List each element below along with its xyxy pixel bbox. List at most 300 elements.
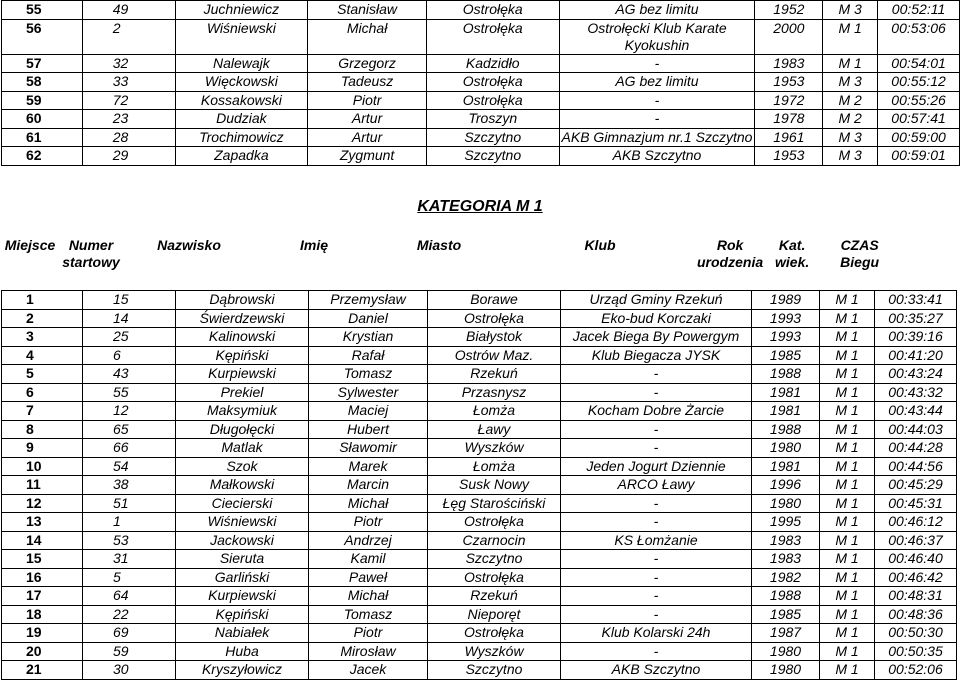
cell-start-number: 1	[83, 513, 176, 532]
cell-city: Przasnysz	[428, 383, 561, 402]
cell-city: Czarnocin	[428, 531, 561, 550]
cell-surname: Maksymiuk	[176, 402, 309, 421]
cell-first-name: Grzegorz	[308, 54, 427, 73]
cell-birth-year: 1952	[755, 1, 823, 20]
header-surname: Nazwisko	[157, 237, 221, 253]
cell-place: 15	[2, 550, 83, 569]
cell-run-time: 00:55:26	[878, 91, 960, 110]
cell-surname: Matlak	[176, 439, 309, 458]
header-first-name: Imię	[299, 237, 328, 253]
table-row	[2, 476, 957, 495]
cell-run-time: 00:59:00	[878, 128, 960, 147]
cell-surname: Zapadka	[175, 147, 308, 166]
cell-first-name: Tomasz	[309, 365, 428, 384]
category-heading: KATEGORIA M 1	[417, 198, 543, 215]
cell-age-category: M 1	[820, 291, 875, 310]
cell-run-time: 00:53:06	[878, 19, 960, 54]
cell-birth-year: 1953	[755, 147, 823, 166]
cell-club: -	[561, 365, 752, 384]
cell-place: 10	[2, 457, 83, 476]
cell-surname: Kępiński	[176, 605, 309, 624]
cell-age-category: M 1	[820, 439, 875, 458]
cell-birth-year: 1983	[752, 531, 820, 550]
table-row	[2, 328, 957, 347]
m1-rows	[2, 291, 957, 680]
cell-start-number: 43	[83, 365, 176, 384]
results-header	[1, 237, 900, 293]
cell-city: Ostrów Maz.	[428, 346, 561, 365]
cell-place: 11	[2, 476, 83, 495]
cell-city: Ostrołęka	[428, 309, 561, 328]
cell-age-category: M 1	[823, 19, 878, 54]
cell-surname: Juchniewicz	[175, 1, 308, 20]
cell-age-category: M 3	[823, 73, 878, 92]
cell-club: Kocham Dobre Żarcie	[561, 402, 752, 421]
cell-run-time: 00:48:31	[875, 587, 957, 606]
cell-age-category: M 1	[820, 402, 875, 421]
previous-category-results-table	[1, 0, 960, 166]
cell-surname: Huba	[176, 642, 309, 661]
cell-club: KS Łomżanie	[561, 531, 752, 550]
cell-city: Ostrołęka	[428, 513, 561, 532]
cell-club: -	[561, 383, 752, 402]
cell-club: -	[561, 568, 752, 587]
cell-start-number: 72	[82, 91, 175, 110]
cell-place: 17	[2, 587, 83, 606]
cell-start-number: 25	[83, 328, 176, 347]
cell-city: Wyszków	[428, 642, 561, 661]
cell-surname: Kurpiewski	[176, 365, 309, 384]
cell-place: 4	[2, 346, 83, 365]
cell-run-time: 00:48:36	[875, 605, 957, 624]
previous-category-rows	[2, 1, 960, 166]
cell-city: Ostrołęka	[426, 1, 559, 20]
cell-first-name: Krystian	[309, 328, 428, 347]
cell-city: Szczytno	[426, 128, 559, 147]
cell-place: 5	[2, 365, 83, 384]
header-run-time: CZAS Biegu	[840, 237, 880, 270]
cell-place: 16	[2, 568, 83, 587]
header-place: Miejsce	[4, 237, 56, 253]
cell-start-number: 28	[82, 128, 175, 147]
cell-place: 19	[2, 624, 83, 643]
cell-run-time: 00:55:12	[878, 73, 960, 92]
cell-club: -	[559, 91, 755, 110]
cell-first-name: Stanisław	[308, 1, 427, 20]
cell-surname: Kryszyłowicz	[176, 661, 309, 680]
cell-run-time: 00:43:24	[875, 365, 957, 384]
cell-run-time: 00:52:11	[878, 1, 960, 20]
cell-start-number: 31	[83, 550, 176, 569]
cell-start-number: 32	[82, 54, 175, 73]
cell-birth-year: 1978	[755, 110, 823, 129]
cell-run-time: 00:57:41	[878, 110, 960, 129]
cell-club: -	[561, 587, 752, 606]
cell-start-number: 30	[83, 661, 176, 680]
cell-run-time: 00:35:27	[875, 309, 957, 328]
cell-birth-year: 1993	[752, 309, 820, 328]
table-row	[2, 587, 957, 606]
table-row	[2, 605, 957, 624]
cell-city: Szczytno	[426, 147, 559, 166]
cell-age-category: M 1	[820, 605, 875, 624]
cell-city: Ostrołęka	[428, 568, 561, 587]
cell-surname: Wiśniewski	[175, 19, 308, 54]
table-row	[2, 128, 960, 147]
cell-start-number: 66	[83, 439, 176, 458]
cell-first-name: Sylwester	[309, 383, 428, 402]
table-row	[2, 365, 957, 384]
cell-first-name: Andrzej	[309, 531, 428, 550]
cell-age-category: M 1	[820, 494, 875, 513]
cell-birth-year: 1995	[752, 513, 820, 532]
table-row	[2, 110, 960, 129]
cell-run-time: 00:54:01	[878, 54, 960, 73]
cell-start-number: 59	[83, 642, 176, 661]
cell-place: 55	[2, 1, 83, 20]
cell-age-category: M 1	[820, 568, 875, 587]
cell-city: Ostrołęka	[426, 73, 559, 92]
cell-run-time: 00:45:31	[875, 494, 957, 513]
cell-club: -	[561, 420, 752, 439]
cell-surname: Dudziak	[175, 110, 308, 129]
cell-club: Jeden Jogurt Dziennie	[561, 457, 752, 476]
cell-surname: Sieruta	[176, 550, 309, 569]
cell-first-name: Mirosław	[309, 642, 428, 661]
cell-place: 59	[2, 91, 83, 110]
cell-birth-year: 1983	[755, 54, 823, 73]
cell-place: 62	[2, 147, 83, 166]
cell-run-time: 00:41:20	[875, 346, 957, 365]
cell-age-category: M 1	[820, 383, 875, 402]
cell-birth-year: 1980	[752, 661, 820, 680]
table-row	[2, 147, 960, 166]
cell-run-time: 00:43:44	[875, 402, 957, 421]
cell-age-category: M 1	[820, 661, 875, 680]
cell-birth-year: 1988	[752, 365, 820, 384]
table-row	[2, 661, 957, 680]
cell-place: 12	[2, 494, 83, 513]
table-row	[2, 402, 957, 421]
cell-city: Łomża	[428, 402, 561, 421]
cell-start-number: 54	[83, 457, 176, 476]
cell-club: Jacek Biega By Powergym	[561, 328, 752, 347]
cell-age-category: M 1	[820, 476, 875, 495]
cell-first-name: Kamil	[309, 550, 428, 569]
cell-birth-year: 2000	[755, 19, 823, 54]
cell-surname: Kalinowski	[176, 328, 309, 347]
header-club: Klub	[584, 237, 616, 253]
cell-birth-year: 1953	[755, 73, 823, 92]
cell-birth-year: 1985	[752, 605, 820, 624]
cell-first-name: Michał	[309, 587, 428, 606]
table-row	[2, 531, 957, 550]
cell-city: Susk Nowy	[428, 476, 561, 495]
cell-city: Rzekuń	[428, 587, 561, 606]
cell-place: 61	[2, 128, 83, 147]
cell-age-category: M 1	[820, 365, 875, 384]
cell-start-number: 22	[83, 605, 176, 624]
cell-birth-year: 1988	[752, 420, 820, 439]
cell-birth-year: 1981	[752, 383, 820, 402]
table-row	[2, 642, 957, 661]
cell-run-time: 00:43:32	[875, 383, 957, 402]
cell-age-category: M 1	[820, 420, 875, 439]
cell-age-category: M 1	[820, 457, 875, 476]
cell-city: Troszyn	[426, 110, 559, 129]
cell-birth-year: 1981	[752, 457, 820, 476]
cell-start-number: 53	[83, 531, 176, 550]
cell-run-time: 00:44:03	[875, 420, 957, 439]
cell-start-number: 65	[83, 420, 176, 439]
cell-first-name: Przemysław	[309, 291, 428, 310]
header-start-number: Numer startowy	[62, 237, 120, 270]
table-row	[2, 494, 957, 513]
cell-first-name: Piotr	[309, 624, 428, 643]
cell-age-category: M 2	[823, 110, 878, 129]
cell-first-name: Tomasz	[309, 605, 428, 624]
cell-place: 8	[2, 420, 83, 439]
cell-first-name: Marek	[309, 457, 428, 476]
cell-run-time: 00:33:41	[875, 291, 957, 310]
header-birth-year: Rok urodzenia	[697, 237, 764, 270]
table-row	[2, 550, 957, 569]
cell-birth-year: 1981	[752, 402, 820, 421]
cell-run-time: 00:45:29	[875, 476, 957, 495]
cell-first-name: Artur	[308, 110, 427, 129]
cell-first-name: Zygmunt	[308, 147, 427, 166]
cell-city: Białystok	[428, 328, 561, 347]
cell-club: Klub Kolarski 24h	[561, 624, 752, 643]
cell-age-category: M 1	[820, 346, 875, 365]
cell-age-category: M 1	[820, 587, 875, 606]
cell-place: 56	[2, 19, 83, 54]
header-age-category: Kat. wiek.	[775, 237, 810, 270]
cell-birth-year: 1972	[755, 91, 823, 110]
cell-surname: Dąbrowski	[176, 291, 309, 310]
cell-city: Kadzidło	[426, 54, 559, 73]
cell-surname: Nalewajk	[175, 54, 308, 73]
cell-club: AKB Szczytno	[561, 661, 752, 680]
cell-club: -	[559, 54, 755, 73]
cell-city: Łomża	[428, 457, 561, 476]
header-city: Miasto	[416, 237, 462, 253]
cell-start-number: 49	[82, 1, 175, 20]
cell-place: 6	[2, 383, 83, 402]
cell-city: Rzekuń	[428, 365, 561, 384]
cell-place: 14	[2, 531, 83, 550]
cell-surname: Długołęcki	[176, 420, 309, 439]
cell-run-time: 00:46:37	[875, 531, 957, 550]
cell-first-name: Sławomir	[309, 439, 428, 458]
cell-birth-year: 1980	[752, 494, 820, 513]
cell-first-name: Rafał	[309, 346, 428, 365]
cell-club: -	[561, 550, 752, 569]
cell-surname: Jackowski	[176, 531, 309, 550]
cell-place: 57	[2, 54, 83, 73]
cell-surname: Więckowski	[175, 73, 308, 92]
cell-start-number: 14	[83, 309, 176, 328]
cell-age-category: M 1	[820, 328, 875, 347]
cell-birth-year: 1996	[752, 476, 820, 495]
cell-start-number: 12	[83, 402, 176, 421]
cell-club: -	[561, 513, 752, 532]
cell-age-category: M 2	[823, 91, 878, 110]
cell-run-time: 00:59:01	[878, 147, 960, 166]
cell-first-name: Tadeusz	[308, 73, 427, 92]
cell-club: -	[561, 494, 752, 513]
cell-age-category: M 3	[823, 147, 878, 166]
cell-place: 13	[2, 513, 83, 532]
cell-surname: Małkowski	[176, 476, 309, 495]
cell-birth-year: 1987	[752, 624, 820, 643]
cell-first-name: Piotr	[308, 91, 427, 110]
cell-birth-year: 1982	[752, 568, 820, 587]
cell-run-time: 00:46:40	[875, 550, 957, 569]
cell-club: -	[559, 110, 755, 129]
cell-place: 1	[2, 291, 83, 310]
cell-club: Urząd Gminy Rzekuń	[561, 291, 752, 310]
cell-first-name: Michał	[308, 19, 427, 54]
table-row	[2, 309, 957, 328]
table-row	[2, 73, 960, 92]
table-row	[2, 624, 957, 643]
cell-club: AKB Gimnazjum nr.1 Szczytno	[559, 128, 755, 147]
cell-surname: Prekiel	[176, 383, 309, 402]
cell-start-number: 33	[82, 73, 175, 92]
header-row	[1, 237, 900, 293]
cell-surname: Świerdzewski	[176, 309, 309, 328]
table-row	[2, 513, 957, 532]
cell-start-number: 15	[83, 291, 176, 310]
cell-first-name: Daniel	[309, 309, 428, 328]
cell-age-category: M 1	[820, 642, 875, 661]
cell-place: 21	[2, 661, 83, 680]
cell-first-name: Artur	[308, 128, 427, 147]
cell-place: 60	[2, 110, 83, 129]
cell-city: Borawe	[428, 291, 561, 310]
cell-age-category: M 3	[823, 128, 878, 147]
table-row	[2, 420, 957, 439]
cell-birth-year: 1989	[752, 291, 820, 310]
cell-city: Ławy	[428, 420, 561, 439]
cell-surname: Nabiałek	[176, 624, 309, 643]
cell-first-name: Maciej	[309, 402, 428, 421]
cell-first-name: Paweł	[309, 568, 428, 587]
cell-first-name: Marcin	[309, 476, 428, 495]
cell-first-name: Hubert	[309, 420, 428, 439]
cell-club: AG bez limitu	[559, 73, 755, 92]
table-row	[2, 457, 957, 476]
table-row	[2, 91, 960, 110]
table-row	[2, 383, 957, 402]
m1-results-table	[1, 290, 957, 680]
cell-city: Ostrołęka	[426, 19, 559, 54]
cell-city: Szczytno	[428, 550, 561, 569]
cell-surname: Szok	[176, 457, 309, 476]
cell-surname: Wiśniewski	[176, 513, 309, 532]
cell-start-number: 5	[83, 568, 176, 587]
cell-start-number: 64	[83, 587, 176, 606]
cell-run-time: 00:50:30	[875, 624, 957, 643]
cell-club: -	[561, 439, 752, 458]
cell-birth-year: 1961	[755, 128, 823, 147]
cell-surname: Kurpiewski	[176, 587, 309, 606]
cell-city: Ostrołęka	[428, 624, 561, 643]
cell-club: -	[561, 642, 752, 661]
cell-age-category: M 1	[823, 54, 878, 73]
cell-age-category: M 1	[820, 531, 875, 550]
table-row	[2, 568, 957, 587]
table-row	[2, 54, 960, 73]
cell-start-number: 69	[83, 624, 176, 643]
cell-birth-year: 1980	[752, 642, 820, 661]
cell-surname: Ciecierski	[176, 494, 309, 513]
table-row	[2, 346, 957, 365]
cell-start-number: 38	[83, 476, 176, 495]
cell-city: Nieporęt	[428, 605, 561, 624]
cell-club: ARCO Ławy	[561, 476, 752, 495]
cell-start-number: 6	[83, 346, 176, 365]
cell-first-name: Michał	[309, 494, 428, 513]
cell-run-time: 00:44:28	[875, 439, 957, 458]
cell-run-time: 00:50:35	[875, 642, 957, 661]
cell-birth-year: 1983	[752, 550, 820, 569]
cell-start-number: 2	[82, 19, 175, 54]
table-row	[2, 439, 957, 458]
cell-age-category: M 1	[820, 624, 875, 643]
cell-birth-year: 1985	[752, 346, 820, 365]
cell-place: 2	[2, 309, 83, 328]
cell-place: 58	[2, 73, 83, 92]
table-row	[2, 291, 957, 310]
cell-club: AKB Szczytno	[559, 147, 755, 166]
cell-run-time: 00:46:12	[875, 513, 957, 532]
cell-birth-year: 1993	[752, 328, 820, 347]
cell-club: -	[561, 605, 752, 624]
table-row	[2, 1, 960, 20]
cell-first-name: Jacek	[309, 661, 428, 680]
cell-place: 20	[2, 642, 83, 661]
cell-age-category: M 1	[820, 513, 875, 532]
cell-place: 9	[2, 439, 83, 458]
cell-age-category: M 3	[823, 1, 878, 20]
cell-surname: Kossakowski	[175, 91, 308, 110]
cell-place: 3	[2, 328, 83, 347]
cell-surname: Trochimowicz	[175, 128, 308, 147]
cell-run-time: 00:52:06	[875, 661, 957, 680]
cell-city: Łęg Starościński	[428, 494, 561, 513]
cell-run-time: 00:39:16	[875, 328, 957, 347]
cell-birth-year: 1988	[752, 587, 820, 606]
cell-run-time: 00:46:42	[875, 568, 957, 587]
cell-surname: Garliński	[176, 568, 309, 587]
cell-place: 7	[2, 402, 83, 421]
cell-city: Szczytno	[428, 661, 561, 680]
cell-city: Wyszków	[428, 439, 561, 458]
cell-start-number: 29	[82, 147, 175, 166]
cell-place: 18	[2, 605, 83, 624]
cell-first-name: Piotr	[309, 513, 428, 532]
cell-run-time: 00:44:56	[875, 457, 957, 476]
table-row	[2, 19, 960, 54]
cell-birth-year: 1980	[752, 439, 820, 458]
cell-age-category: M 1	[820, 550, 875, 569]
cell-club: Ostrołęcki Klub Karate Kyokushin	[559, 19, 755, 54]
cell-start-number: 23	[82, 110, 175, 129]
cell-start-number: 55	[83, 383, 176, 402]
cell-club: Klub Biegacza JYSK	[561, 346, 752, 365]
